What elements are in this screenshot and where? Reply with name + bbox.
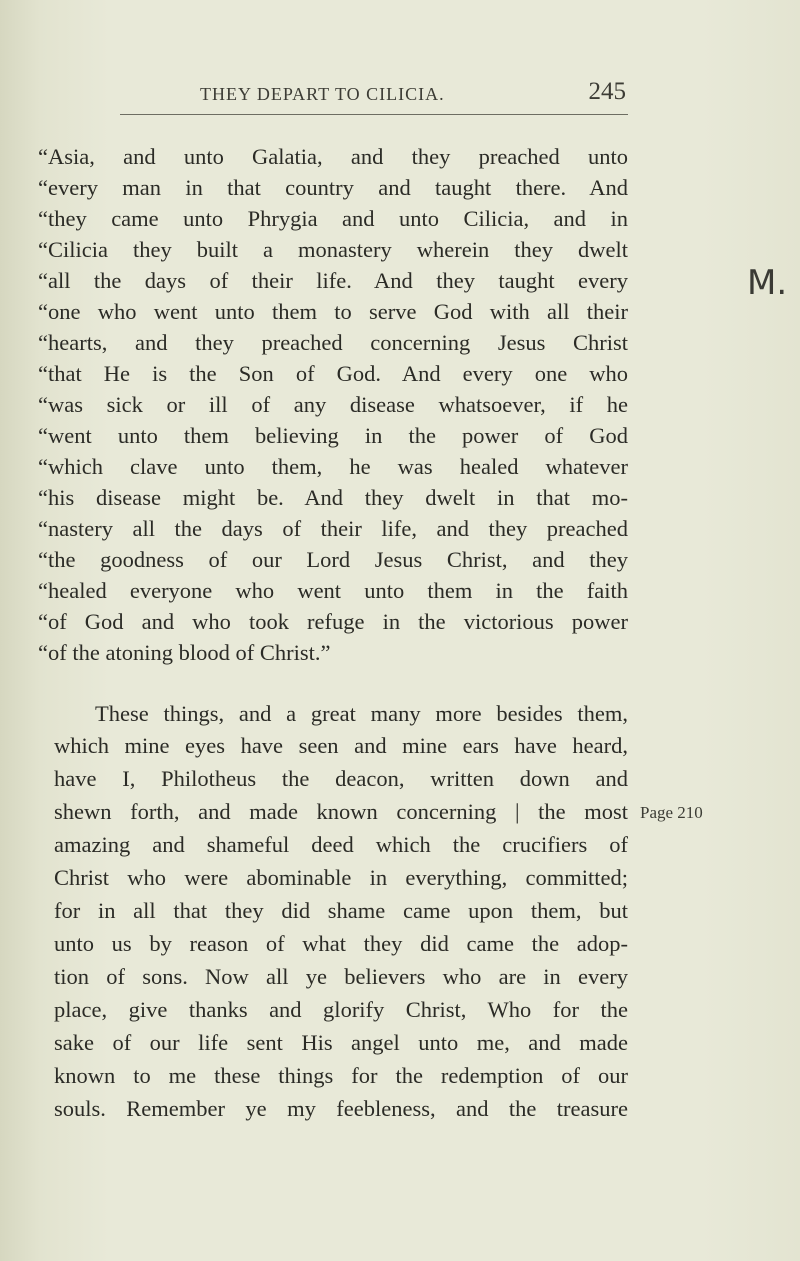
text-line: “hearts, and they preached concerning Jesus Christ — [38, 330, 628, 355]
text-line: which mine eyes have seen and mine ears have heard, — [54, 733, 628, 758]
text-line: “healed everyone who went unto them in the faith — [38, 578, 628, 603]
page-header — [120, 74, 628, 115]
page-number: 245 — [588, 78, 626, 105]
text-line: “Asia, and unto Galatia, and they preached unto — [38, 144, 628, 169]
text-line: “all the days of their life. And they taught every — [38, 268, 628, 293]
text-line: have I, Philotheus the deacon, written down and — [54, 766, 628, 791]
text-line: These things, and a great many more besides them, — [95, 701, 628, 726]
text-line: amazing and shameful deed which the crucifiers of — [54, 832, 628, 857]
text-line: “the goodness of our Lord Jesus Christ, and they — [38, 547, 628, 572]
text-line: “of the atoning blood of Christ.” — [38, 640, 331, 665]
text-line: “his disease might be. And they dwelt in that mo- — [38, 485, 628, 510]
text-line: shewn forth, and made known concerning | the most — [54, 799, 628, 824]
text-line: “Cilicia they built a monastery wherein they dwelt — [38, 237, 628, 262]
text-line: “they came unto Phrygia and unto Cilicia, and in — [38, 206, 628, 231]
margin-page-reference: Page 210 — [640, 803, 703, 822]
text-line: “nastery all the days of their life, and they preached — [38, 516, 628, 541]
text-line: “of God and who took refuge in the victorious power — [38, 609, 628, 634]
text-line: “one who went unto them to serve God with all their — [38, 299, 628, 324]
text-line: “every man in that country and taught there. And — [38, 175, 628, 200]
text-line: “went unto them believing in the power of God — [38, 423, 628, 448]
text-line: “which clave unto them, he was healed whatever — [38, 454, 628, 479]
text-line: tion of sons. Now all ye believers who are in every — [54, 964, 628, 989]
text-line: sake of our life sent His angel unto me, and made — [54, 1030, 628, 1055]
text-line: Christ who were abominable in everything, committed; — [54, 865, 628, 890]
running-head: THEY DEPART TO CILICIA. — [200, 84, 445, 104]
text-line: for in all that they did shame came upon them, but — [54, 898, 628, 923]
text-line: place, give thanks and glorify Christ, Who for the — [54, 997, 628, 1022]
text-line: known to me these things for the redemption of our — [54, 1063, 628, 1088]
text-line: unto us by reason of what they did came the adop- — [54, 931, 628, 956]
margin-manuscript-mark: M. — [747, 263, 788, 303]
text-line: souls. Remember ye my feebleness, and the treasure — [54, 1096, 628, 1121]
text-line: “was sick or ill of any disease whatsoever, if he — [38, 392, 628, 417]
text-line: “that He is the Son of God. And every one who — [38, 361, 628, 386]
